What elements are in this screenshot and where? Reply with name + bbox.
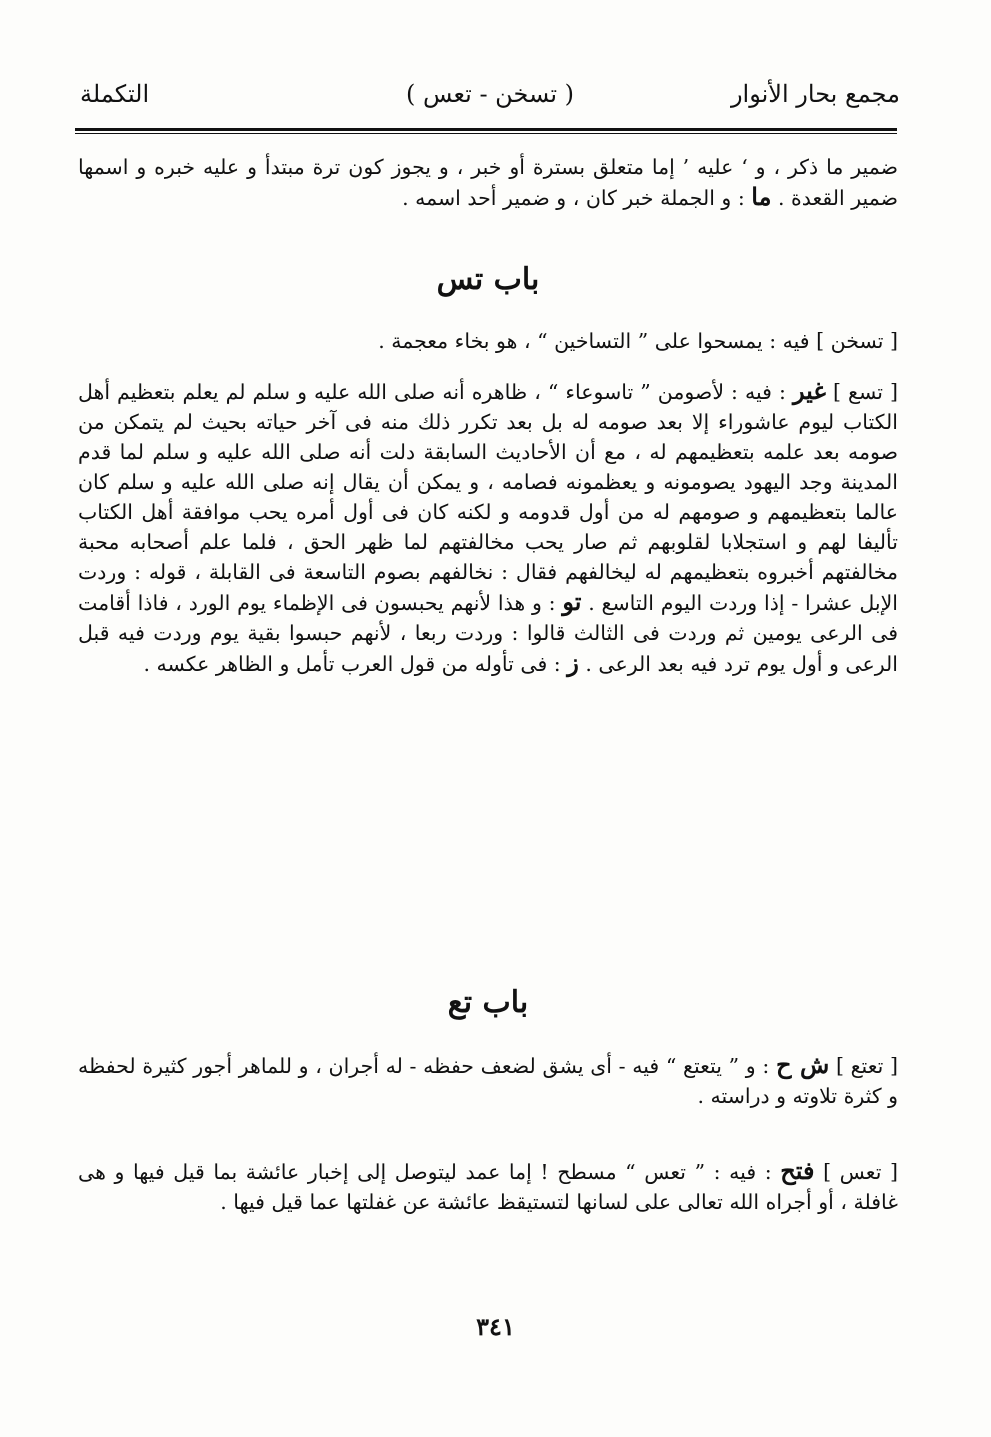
chapter-heading-tas: باب تس (436, 262, 540, 297)
entry-taskhun (78, 326, 898, 356)
page-number: ٣٤١ (476, 1312, 515, 1341)
chapter-heading-ta: باب تع (447, 985, 529, 1020)
section-name: التكملة (80, 80, 150, 108)
entry-text: : و ” يتعتع “ فيه - أى يشق لضعف حفظه - له أجران ، و للماهر أجور كثيرة لحفظه و كثرة تلاوته و دراسته . (78, 1054, 898, 1108)
entry-text: : و هذا لأنهم يحبسون فى الإظماء يوم الورد ، فاذا أقامت فى الرعى يومين ثم وردت فى الثالث قالوا : وردت ربعا ، لأنهم حبسوا بقية يوم وردت فيه قبل الرعى و أول يوم ترد فيه بعد الرعى . (78, 591, 898, 676)
source-key: ز (567, 648, 579, 677)
entry-tatta (78, 1050, 898, 1111)
header-rule-thin (75, 133, 897, 134)
entry-tas (78, 376, 898, 679)
entry-word: [ تسع ] (833, 380, 898, 404)
source-key: فتح (780, 1156, 815, 1185)
book-title: مجمع بحار الأنوار (730, 80, 900, 108)
source-key: غير (792, 376, 826, 405)
source-key: تو (562, 587, 582, 616)
paragraph-text: : و الجملة خبر كان ، و ضمير أحد اسمه . (402, 186, 745, 210)
header-rule (75, 128, 897, 131)
source-key: ش ح (775, 1050, 830, 1079)
entry-text: : فيه : ” تعس “ مسطح ! إما عمد ليتوصل إلى إخبار عائشة بما قيل فيها و هى غافلة ، أو أجراه الله تعالى على لسانها لتستيقظ عائشة عن غفلتها عما قيل فيها . (78, 1160, 898, 1214)
running-header (80, 80, 900, 130)
paragraph-text: ضمير ما ذكر ، و ‘ عليه ’ إما متعلق بسترة أو خبر ، و يجوز كون ترة مبتدأ و عليه خبره و اسمها ضمير القعدة . (78, 155, 898, 210)
entry-text: : فيه : لأصومن ” تاسوعاء “ ، ظاهره أنه صلى الله عليه و سلم لم يعلم بتعظيم أهل الكتاب ليوم عاشوراء إلا بعد صومه له بل بعد تكرر ذلك منه فى آخر حياته بحيث لم يتمكن من صومه بعد علمه بتعظيمهم له ، مع أن الأحاديث السابقة دلت أنه صلى الله عليه و سلم لما قدم المدينة وجد اليهود يصومونه و يعظمونه فصامه ، و يمكن أن يقال إنه صلى الله عليه و سلم كان عالما بتعظيمهم و صومهم له من أول قدومه و لكنه كان فى أول أمره يحب موافقة أهل الكتاب تأليفا لهم و استجلابا لقلوبهم ثم صار يحب مخالفتهم لما ظهر الحق ، فلما علم أصحابه محبة مخالفتهم أخبروه بتعظيمهم له ليخالفهم فقال : نخالفهم بصوم التاسعة فى القابلة ، قوله : وردت الإبل عشرا - إذا وردت اليوم التاسع . (78, 380, 898, 615)
entry-text: : فى تأوله من قول العرب تأمل و الظاهر عكسه . (143, 652, 561, 676)
entry-word: [ تعس ] (823, 1160, 898, 1184)
paragraph-continuation (78, 152, 898, 213)
entry-text: [ تسخن ] فيه : يمسحوا على ” التساخين “ ، هو بخاء معجمة . (378, 329, 898, 353)
entry-word: [ تعتع ] (835, 1054, 898, 1078)
entry-tais (78, 1156, 898, 1217)
source-key: ما (751, 182, 772, 211)
entry-range: ( تسخن - تعس ) (405, 80, 575, 108)
